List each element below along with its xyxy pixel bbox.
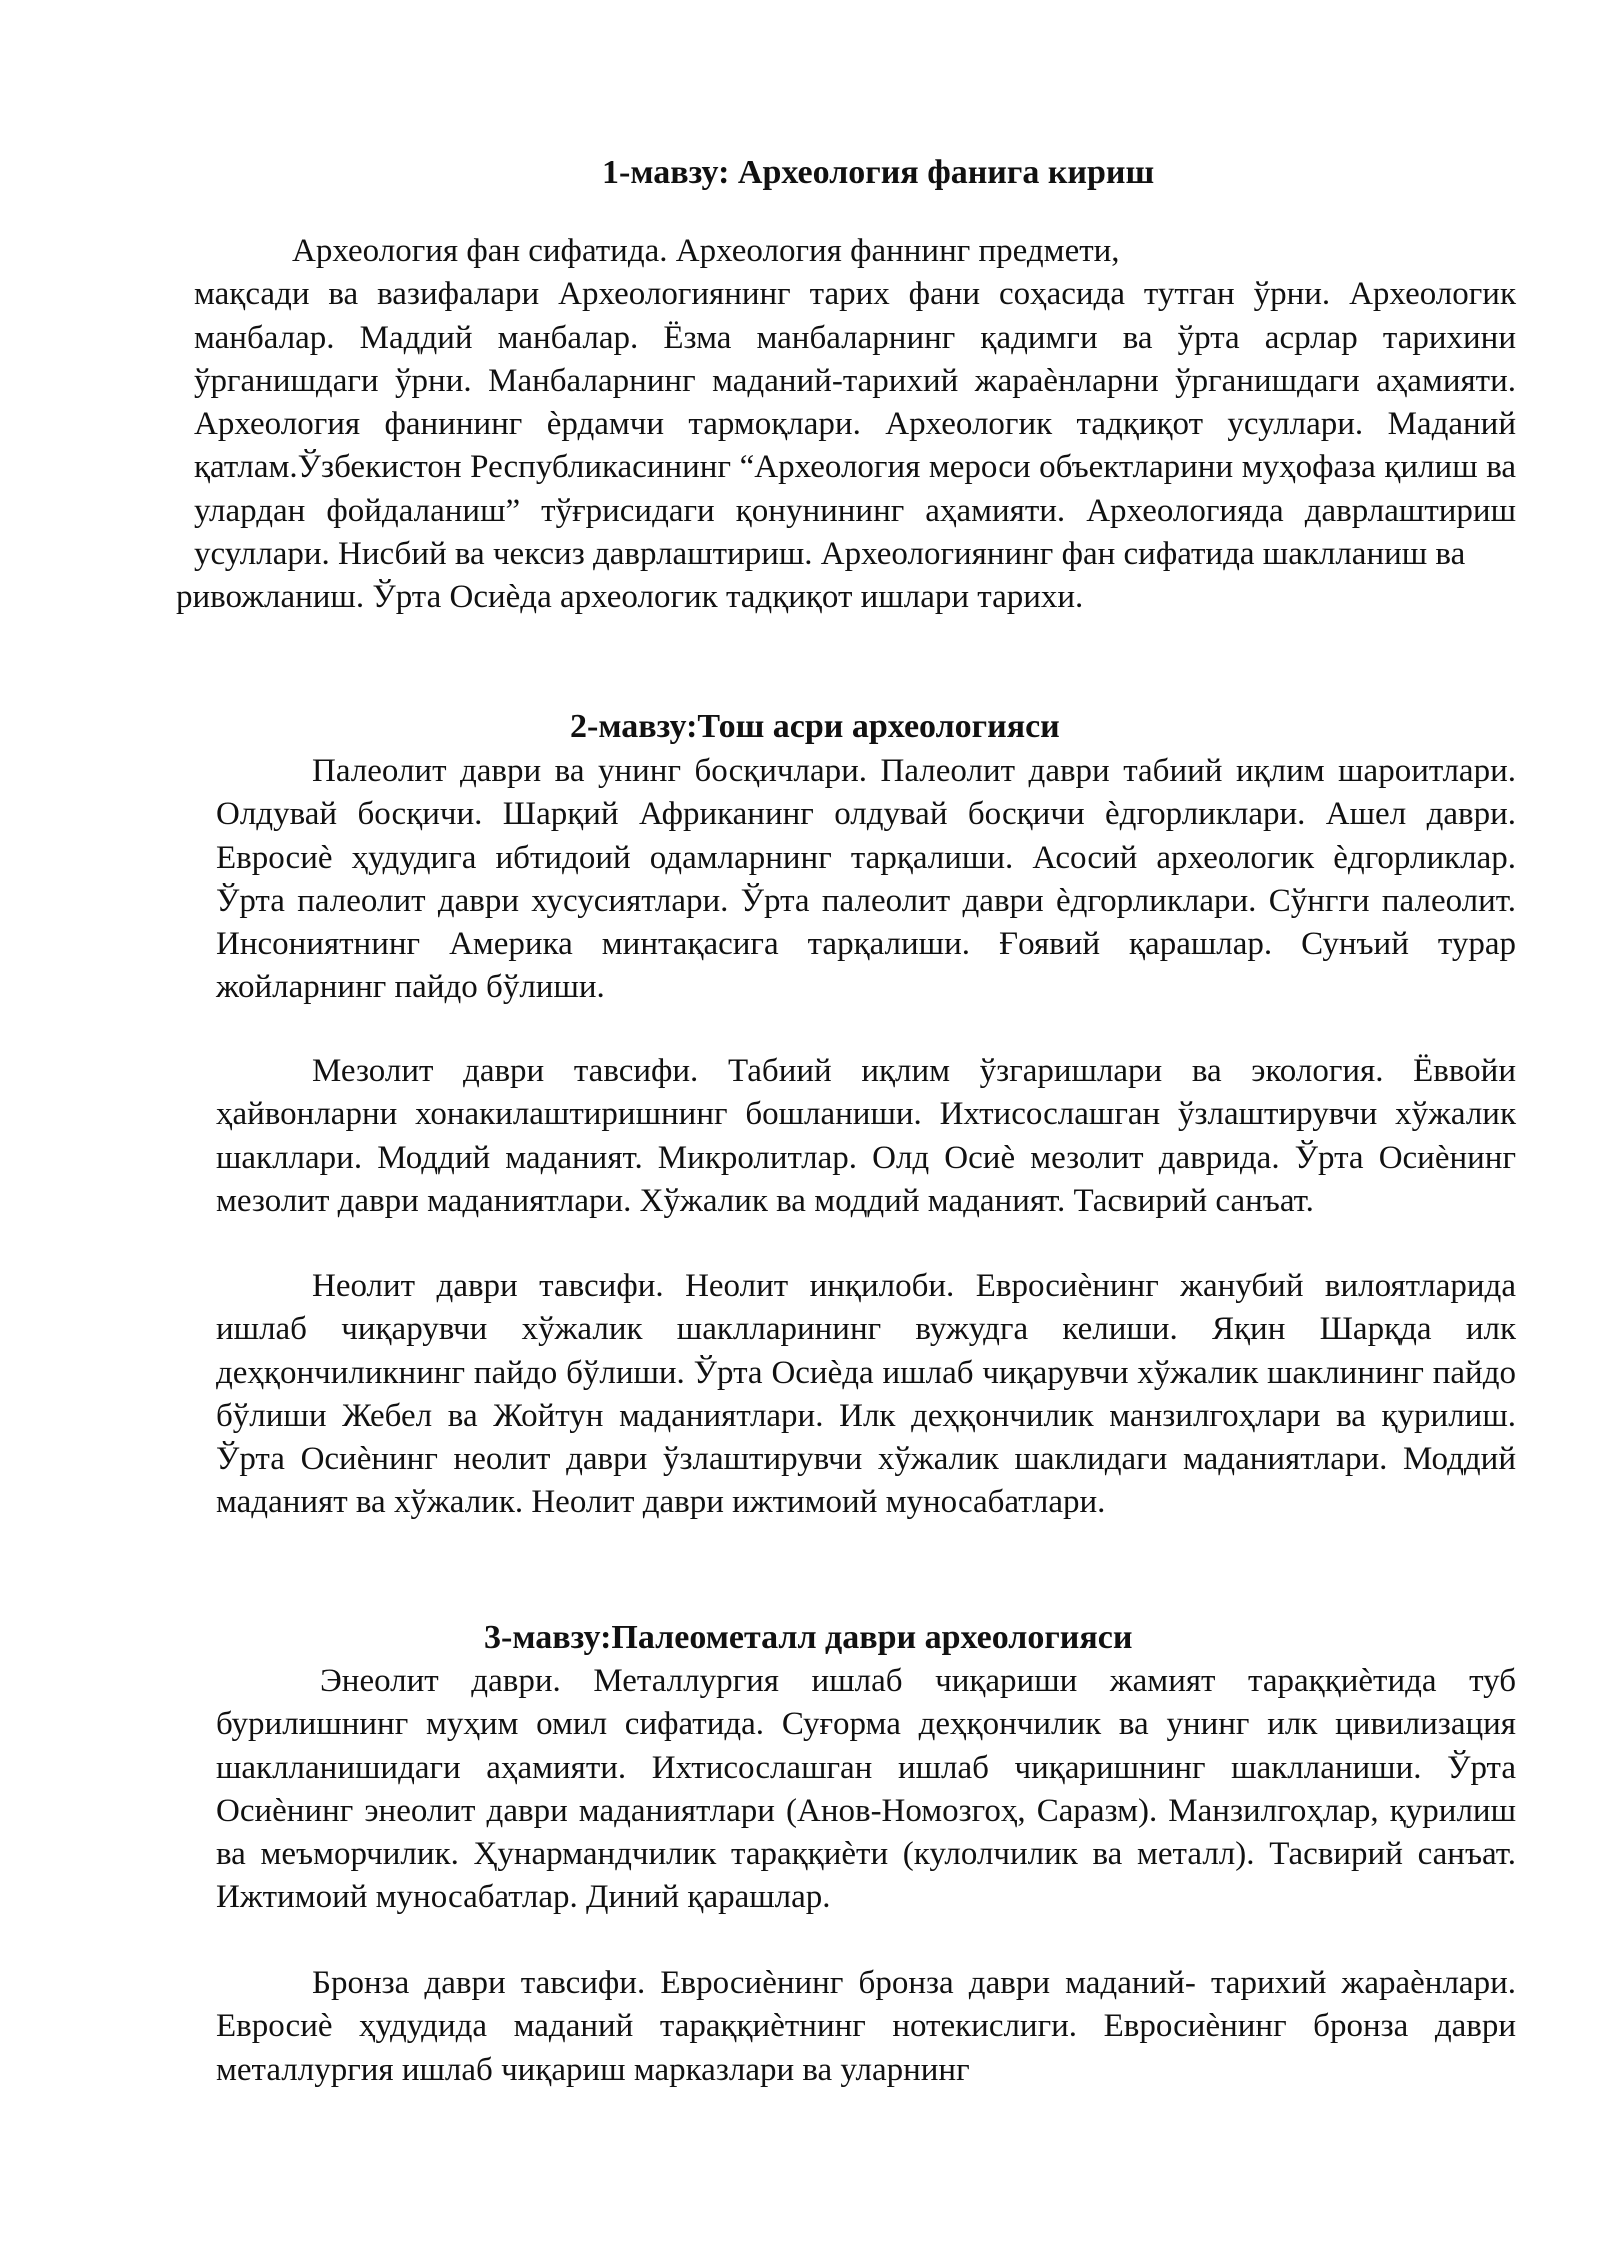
- section-1-first-line: Археология фан сифатида. Археология фаннинг предмети,: [292, 233, 1120, 269]
- section-2-paragraph-3: Неолит даври тавсифи. Неолит инқилоби. Евросиѐнинг жанубий вилоятларида ишлаб чиқарувчи хўжалик шаклларининг вужудга келиши. Яқин Шарқда илк деҳқончиликнинг пайдо бўлиши. Ўрта Осиѐда ишлаб чиқарувчи хўжалик шаклининг пайдо бўлиши Жебел ва Жойтун маданиятлари. Илк деҳқончилик манзилгоҳлари ва қурилиш. Ўрта Осиѐнинг неолит даври ўзлаштирувчи хўжалик шаклидаги маданиятлари. Моддий маданият ва хўжалик. Неолит даври ижтимоий муносабатлари.: [216, 1268, 1516, 1521]
- section-3-paragraph-2: Бронза даври тавсифи. Евросиѐнинг бронза даври маданий- тарихий жараѐнлари. Евросиѐ ҳудудида маданий тараққиѐтнинг нотекислиги. Евросиѐнинг бронза даври металлургия ишлаб чиқариш марказлари ва уларнинг: [216, 1965, 1516, 2088]
- section-2-paragraph-2: Мезолит даври тавсифи. Табиий иқлим ўзгаришлари ва экология. Ёввойи ҳайвонларни хонакилаштиришнинг бошланиши. Ихтисослашган ўзлаштирувчи хўжалик шакллари. Моддий маданият. Микролитлар. Олд Осиѐ мезолит даврида. Ўрта Осиѐнинг мезолит даври маданиятлари. Хўжалик ва моддий маданият. Тасвирий санъат.: [216, 1053, 1516, 1219]
- section-1-last-line: ривожланиш. Ўрта Осиѐда археологик тадқиқот ишлари тарихи.: [176, 579, 1084, 616]
- section-3-paragraph-1: Энеолит даври. Металлургия ишлаб чиқариши жамият тараққиѐтида туб бурилишнинг муҳим омил сифатида. Суғорма деҳқончилик ва унинг илк цивилизация шаклланишидаги аҳамияти. Ихтисослашган ишлаб чиқаришнинг шаклланиши. Ўрта Осиѐнинг энеолит даври маданиятлари (Анов-Номозгоҳ, Саразм). Манзилгоҳлар, қурилиш ва меъморчилик. Ҳунармандчилик тараққиѐти (кулолчилик ва металл). Тасвирий санъат. Ижтимоий муносабатлар. Диний қарашлар.: [216, 1663, 1516, 1916]
- section-1-body-lines: мақсади ва вазифалари Археологиянинг тарих фани соҳасида тутган ўрни. Археологик манбалар. Маддий манбалар. Ёзма манбаларнинг қадимги ва ўрта асрлар тарихини ўрганишдаги ўрни. Манбаларнинг маданий-тарихий жараѐнларни ўрганишдаги аҳамияти. Археология фанининг ѐрдамчи тармоқлари. Археологик тадқиқот усуллари. Маданий қатлам.Ўзбекистон Республикасининг “Археология мероси объектларини муҳофаза қилиш ва улардан фойдаланиш” тўғрисидаги қонунининг аҳамияти. Археологияда даврлаштириш усуллари. Нисбий ва чексиз даврлаштириш. Археологиянинг фан сифатида шаклланиш ва: [194, 276, 1516, 573]
- section-2-title: 2-мавзу:Тош асри археологияси: [570, 708, 1060, 745]
- section-3-title: 3-мавзу:Палеометалл даври археологияси: [484, 1619, 1133, 1656]
- section-1-paragraph: [176, 230, 1516, 620]
- section-2-paragraph-1: Палеолит даври ва унинг босқичлари. Палеолит даври табиий иқлим шароитлари. Олдувай босқичи. Шарқий Африканинг олдувай босқичи ѐдгорликлари. Ашел даври. Евросиѐ ҳудудига ибтидоий одамларнинг тарқалиши. Асосий археологик ѐдгорликлар. Ўрта палеолит даври хусусиятлари. Ўрта палеолит даври ѐдгорликлари. Сўнгги палеолит. Инсониятнинг Америка минтақасига тарқалиши. Ғоявий қарашлар. Сунъий турар жойларнинг пайдо бўлиши.: [216, 753, 1516, 1006]
- section-1-title: 1-мавзу: Археология фанига кириш: [602, 154, 1155, 191]
